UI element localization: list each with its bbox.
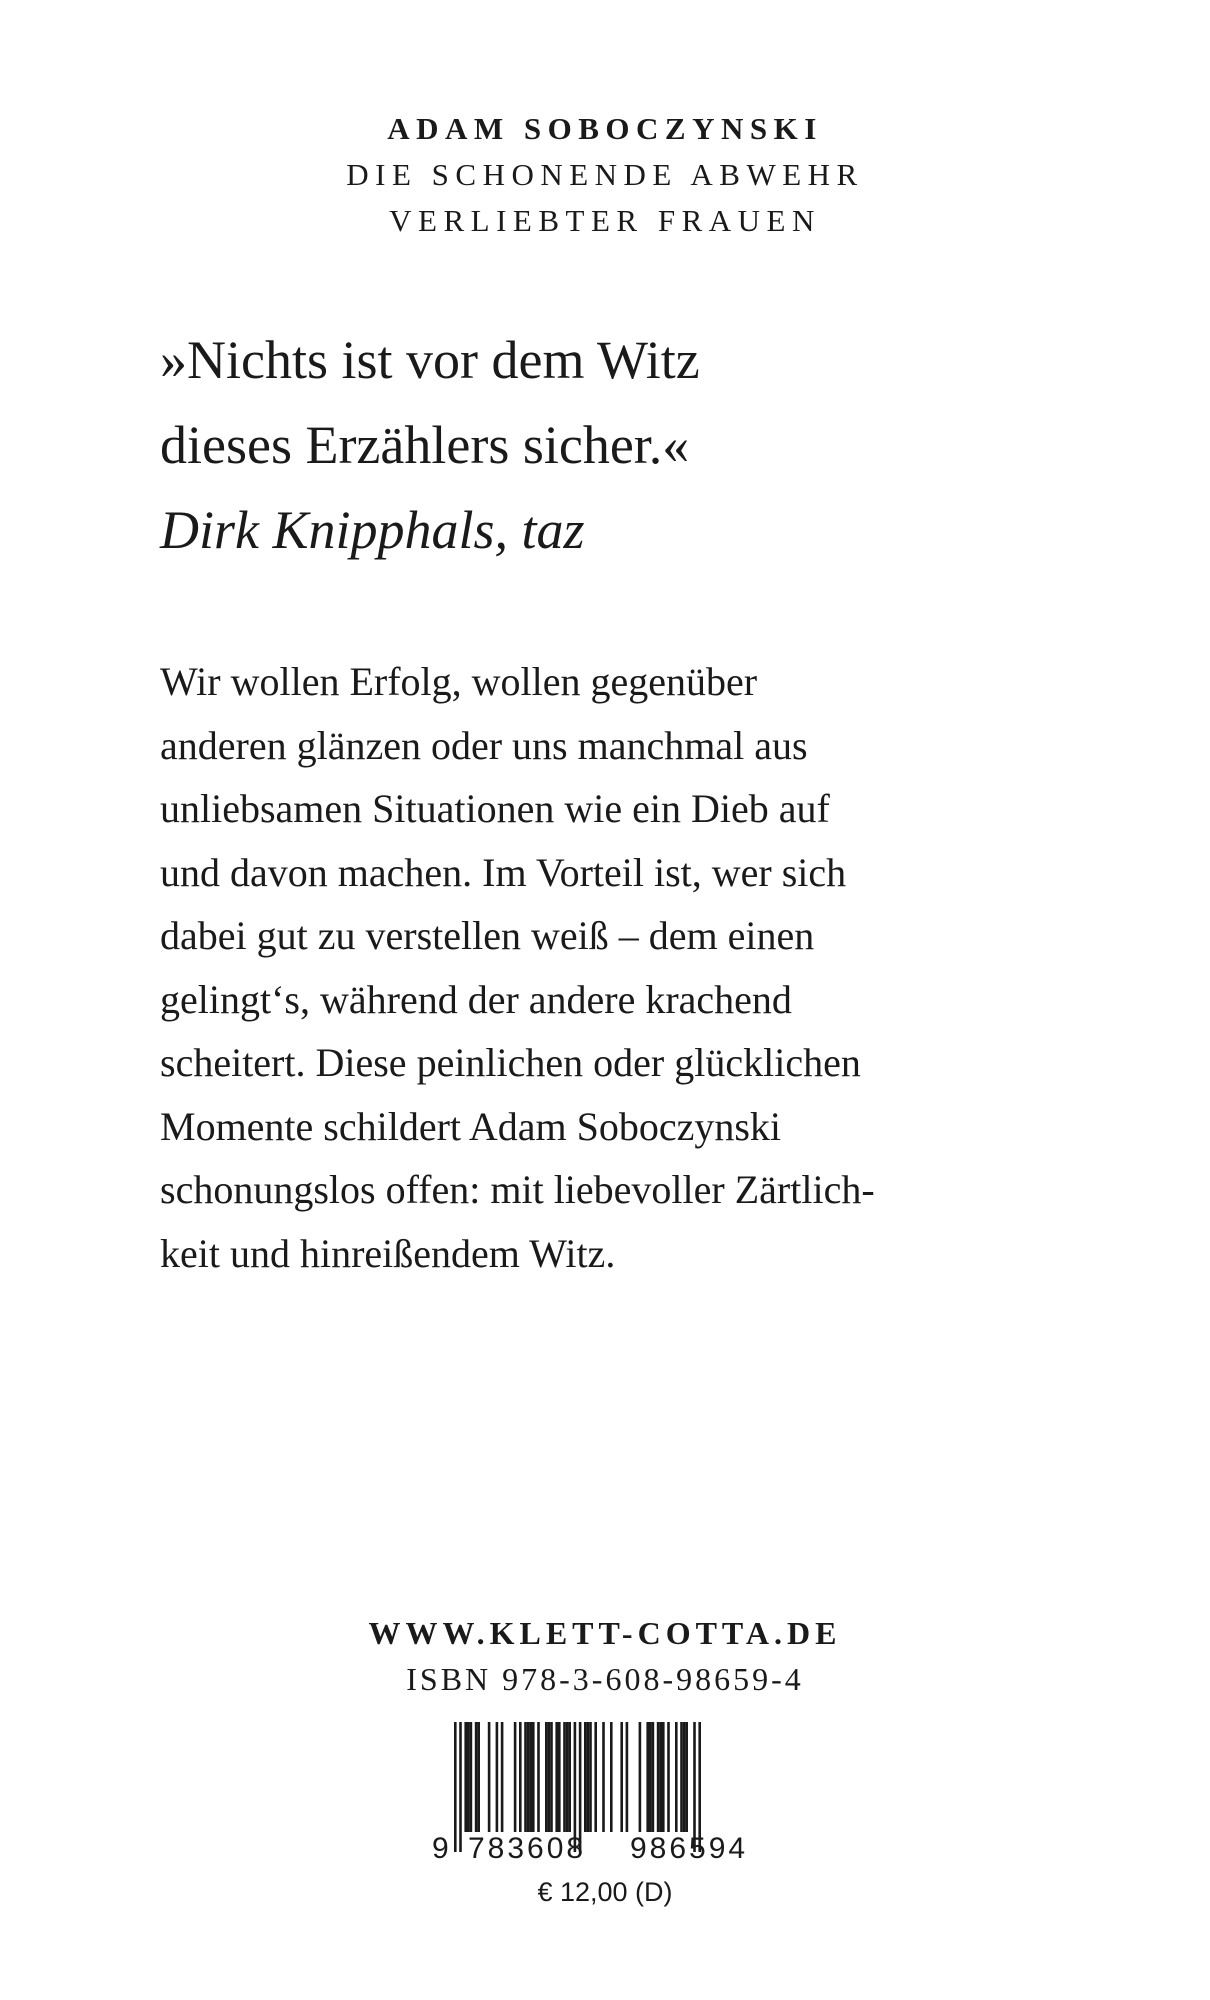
blurb-text: [160, 650, 1060, 1285]
publisher-footer: [0, 1610, 1210, 1702]
barcode-bar: [589, 1722, 592, 1832]
barcode-bar: [537, 1722, 540, 1832]
barcode-bar: [464, 1722, 467, 1832]
blurb-line: dabei gut zu verstellen weiß – dem einen: [160, 913, 815, 958]
barcode-bar: [646, 1722, 649, 1832]
book-title-line-1: DIE SCHONENDE ABWEHR: [346, 157, 864, 192]
barcode-bar: [545, 1722, 548, 1832]
press-quote: [160, 318, 1060, 573]
blurb-line: keit und hinreißendem Witz.: [160, 1230, 616, 1276]
barcode-bar: [568, 1722, 571, 1832]
barcode-left-group: 783608: [468, 1832, 587, 1865]
barcode-bar: [649, 1722, 652, 1832]
cover-header: [0, 106, 1210, 244]
barcode-bar: [566, 1722, 569, 1832]
publisher-website: WWW.KLETT-COTTA.DE: [368, 1615, 842, 1651]
barcode-bar: [675, 1722, 678, 1832]
barcode-bar: [501, 1722, 504, 1832]
blurb-line: scheitert. Diese peinlichen oder glücklichen: [160, 1040, 861, 1085]
barcode-bar: [558, 1722, 561, 1832]
barcode-bar: [685, 1722, 688, 1832]
blurb-line: unliebsamen Situationen wie ein Dieb auf: [160, 786, 830, 831]
barcode-bar: [532, 1722, 535, 1832]
isbn-number: ISBN 978-3-608-98659-4: [406, 1661, 804, 1697]
barcode-digits: [432, 1832, 782, 1872]
barcode-bar: [514, 1722, 517, 1832]
barcode-bar: [657, 1722, 660, 1832]
barcode-bar: [639, 1722, 642, 1832]
barcode-bar: [587, 1722, 590, 1832]
blurb-line: gelingt‘s, während der andere krachend: [160, 976, 792, 1022]
barcode-first-digit: 9: [432, 1832, 449, 1865]
barcode-bar: [683, 1722, 686, 1832]
barcode-bar: [680, 1722, 683, 1832]
author-name: ADAM SOBOCZYNSKI: [387, 111, 823, 146]
barcode-bar: [527, 1722, 530, 1832]
barcode-bar: [563, 1722, 566, 1832]
blurb-line: Momente schildert Adam Soboczynski: [160, 1103, 782, 1149]
barcode-bar: [652, 1722, 655, 1832]
barcode-bar: [626, 1722, 629, 1832]
quote-attribution: Dirk Knipphals, taz: [160, 500, 585, 560]
barcode-bar: [659, 1722, 662, 1832]
barcode-bar: [470, 1722, 473, 1832]
book-title-line-2: VERLIEBTER FRAUEN: [389, 203, 821, 238]
barcode-bar: [594, 1722, 597, 1832]
barcode-bar: [524, 1722, 527, 1832]
blurb-line: anderen glänzen oder uns manchmal aus: [160, 722, 808, 768]
barcode-bar: [529, 1722, 532, 1832]
barcode-bar: [620, 1722, 623, 1832]
blurb-line: Wir wollen Erfolg, wollen gegenüber: [160, 659, 758, 704]
barcode-bar: [555, 1722, 558, 1832]
barcode-bar: [610, 1722, 613, 1832]
quote-line-2: dieses Erzählers sicher.«: [160, 415, 690, 475]
barcode-bar: [519, 1722, 522, 1832]
barcode-bar: [550, 1722, 553, 1832]
barcode-bar: [496, 1722, 499, 1832]
barcode-bar: [548, 1722, 551, 1832]
barcode-right-group: 986594: [630, 1832, 749, 1865]
price-label: € 12,00 (D): [537, 1877, 673, 1907]
barcode-bar: [467, 1722, 470, 1832]
barcode-bar: [667, 1722, 670, 1832]
barcode-bar: [477, 1722, 480, 1832]
blurb-line: schonungslos offen: mit liebevoller Zärtlich-: [160, 1167, 875, 1212]
barcode-bar: [584, 1722, 587, 1832]
barcode-bar: [488, 1722, 491, 1832]
quote-line-1: »Nichts ist vor dem Witz: [160, 330, 700, 390]
barcode-bar: [662, 1722, 665, 1832]
barcode-bar: [475, 1722, 478, 1832]
blurb-line: und davon machen. Im Vorteil ist, wer sich: [160, 849, 847, 895]
barcode-bar: [602, 1722, 605, 1832]
